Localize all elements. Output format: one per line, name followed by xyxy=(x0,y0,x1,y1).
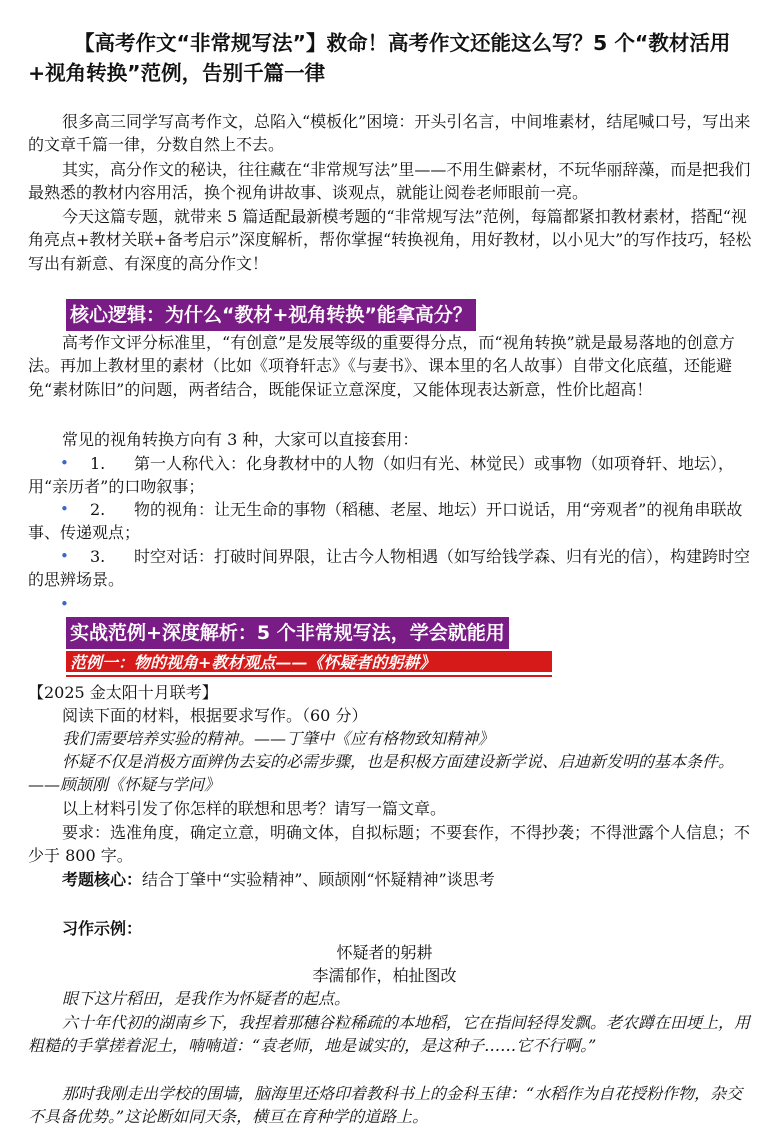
intro-paragraph-2: 其实，高分作文的秘诀，往往藏在“非常规写法”里——不用生僻素材，不玩华丽辞藻，而是把我们最熟悉的教材内容用活，换个视角讲故事、谈观点，就能让阅卷老师眼前一亮。 xyxy=(28,160,751,203)
exam-core xyxy=(62,868,762,891)
exam-prompt-line-2: 我们需要培养实验的精神。——丁肇中《应有格物致知精神》 xyxy=(62,729,495,748)
bullet-icon: • xyxy=(60,595,69,613)
core-logic-directions-intro: 常见的视角转换方向有 3 种，大家可以直接套用： xyxy=(62,430,419,449)
list-item xyxy=(28,545,758,592)
exam-core-text: 结合丁肇中“实验精神”、顾颉刚“怀疑精神”谈思考 xyxy=(142,870,495,889)
exam-quote: 怀疑不仅是消极方面辨伪去妄的必需步骤，也是积极方面建设新学说、启迪新发明的基本条件。——顾颉刚《怀疑与学问》 xyxy=(28,752,735,795)
intro-paragraph-1: 很多高三同学写高考作文，总陷入“模板化”困境：开头引名言，中间堆素材，结尾喊口号，写出来的文章千篇一律，分数自然上不去。 xyxy=(28,112,751,155)
exam-prompt-line-1: 阅读下面的材料，根据要求写作。（60 分） xyxy=(62,706,368,725)
bullet-icon: • xyxy=(60,454,69,472)
essay-paragraph-2: 六十年代初的湖南乡下，我捏着那穗谷粒稀疏的本地稻，它在指间轻得发飘。老农蹲在田埂上，用粗糙的手掌搓着泥土，喃喃道：“袁老师，地是诚实的，是这种子……它不行啊。” xyxy=(28,1013,751,1056)
essay-author: 李濡郁作，柏扯图改 xyxy=(312,966,457,985)
exam-source: 【2025 金太阳十月联考】 xyxy=(28,683,218,702)
essay-title: 怀疑者的躬耕 xyxy=(336,943,433,962)
bullet-icon: • xyxy=(60,500,69,518)
list-item-number: 1. xyxy=(90,454,106,473)
list-item xyxy=(28,452,758,499)
example-heading: 范例一：物的视角+教材观点——《怀疑者的躬耕》 xyxy=(66,651,552,675)
exam-requirements: 要求：选准角度，确定立意，明确文体，自拟标题；不要套作，不得抄袭；不得泄露个人信息；不少于 800 字。 xyxy=(28,823,751,866)
section-heading-examples: 实战范例+深度解析：5 个非常规写法，学会就能用 xyxy=(66,617,509,649)
list-item-text: 物的视角：让无生命的事物（稻穗、老屋、地坛）开口说话，用“旁观者”的视角串联故事、传递观点； xyxy=(28,500,743,543)
essay-paragraph-1: 眼下这片稻田，是我作为怀疑者的起点。 xyxy=(62,989,351,1008)
exam-core-label: 考题核心： xyxy=(62,870,143,889)
sample-label: 习作示例： xyxy=(62,919,143,938)
list-item-text: 时空对话：打破时间界限，让古今人物相遇（如写给钱学森、归有光的信），构建跨时空的思辨场景。 xyxy=(28,547,751,590)
exam-task: 以上材料引发了你怎样的联想和思考？请写一篇文章。 xyxy=(62,799,447,818)
bullet-icon: • xyxy=(60,547,69,565)
list-item-number: 2. xyxy=(90,500,106,519)
core-logic-paragraph: 高考作文评分标准里，“有创意”是发展等级的重要得分点，而“视角转换”就是最易落地的创意方法。再加上教材里的素材（比如《项脊轩志》《与妻书》、课本里的名人故事）自带文化底蕴，还能避免“素材陈旧”的问题，两者结合，既能保证立意深度，又能体现表达新意，性价比超高！ xyxy=(28,333,735,399)
list-item-text: 第一人称代入：化身教材中的人物（如归有光、林觉民）或事物（如项脊轩、地坛），用“亲历者”的口吻叙事； xyxy=(28,454,735,497)
list-item xyxy=(28,498,758,545)
article-title: 【高考作文“非常规写法”】救命！高考作文还能这么写？5 个“教材活用+视角转换”范例，告别千篇一律 xyxy=(28,31,731,85)
essay-paragraph-3: 那时我刚走出学校的围墙，脑海里还烙印着教科书上的金科玉律：“水稻作为自花授粉作物，杂交不具备优势。”这论断如同天条，横亘在育种学的道路上。 xyxy=(28,1084,743,1127)
intro-paragraph-3: 今天这篇专题，就带来 5 篇适配最新模考题的“非常规写法”范例，每篇都紧扣教材素材，搭配“视角亮点+教材关联+备考启示”深度解析，帮你掌握“转换视角，用好教材，以小见大”的写作技巧，轻松写出有新意、有深度的高分作文！ xyxy=(28,207,752,273)
list-item-number: 3. xyxy=(90,547,106,566)
section-heading-core-logic: 核心逻辑：为什么“教材+视角转换”能拿高分？ xyxy=(66,299,476,331)
